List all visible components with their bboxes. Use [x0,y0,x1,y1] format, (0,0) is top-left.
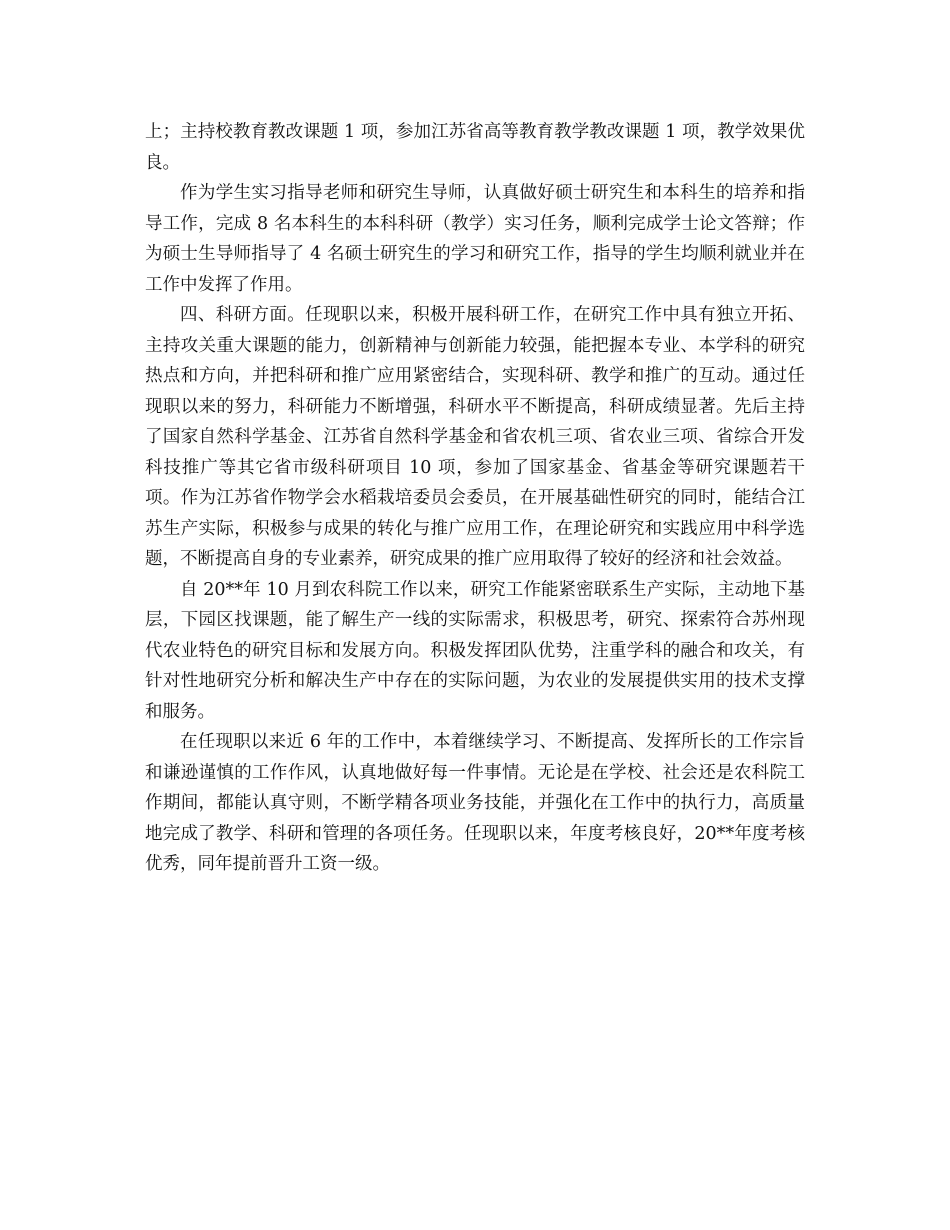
paragraph-3: 四、科研方面。任现职以来，积极开展科研工作，在研究工作中具有独立开拓、主持攻关重大课题的能力，创新精神与创新能力较强，能把握本专业、本学科的研究热点和方向，并把科研和推广应用紧密结合，实现科研、教学和推广的互动。通过任现职以来的努力，科研能力不断增强，科研水平不断提高，科研成绩显著。先后主持了国家自然科学基金、江苏省自然科学基金和省农机三项、省农业三项、省综合开发科技推广等其它省市级科研项目 10 项，参加了国家基金、省基金等研究课题若干项。作为江苏省作物学会水稻栽培委员会委员，在开展基础性研究的同时，能结合江苏生产实际，积极参与成果的转化与推广应用工作，在理论研究和实践应用中科学选题，不断提高自身的专业素养，研究成果的推广应用取得了较好的经济和社会效益。 [145,305,805,569]
paragraph-5: 在任现职以来近 6 年的工作中，本着继续学习、不断提高、发挥所长的工作宗旨和谦逊谨慎的工作作风，认真地做好每一件事情。无论是在学校、社会还是农科院工作期间，都能认真守则，不断学精各项业务技能，并强化在工作中的执行力，高质量地完成了教学、科研和管理的各项任务。任现职以来，年度考核良好，20**年度考核优秀，同年提前晋升工资一级。 [145,732,805,874]
paragraph-4: 自 20**年 10 月到农科院工作以来，研究工作能紧密联系生产实际，主动地下基层，下园区找课题，能了解生产一线的实际需求，积极思考，研究、探索符合苏州现代农业特色的研究目标和发展方向。积极发挥团队优势，注重学科的融合和攻关，有针对性地研究分析和解决生产中存在的实际问题，为农业的发展提供实用的技术支撑和服务。 [145,579,805,722]
paragraph-1: 上；主持校教育教改课题 1 项，参加江苏省高等教育教学教改课题 1 项，教学效果优良。 [145,122,805,173]
paragraph-2: 作为学生实习指导老师和研究生导师，认真做好硕士研究生和本科生的培养和指导工作，完成 8 名本科生的本科科研（教学）实习任务，顺利完成学士论文答辩；作为硕士生导师指导了 4 名硕士研究生的学习和研究工作，指导的学生均顺利就业并在工作中发挥了作用。 [145,183,805,295]
document-body [145,117,805,880]
